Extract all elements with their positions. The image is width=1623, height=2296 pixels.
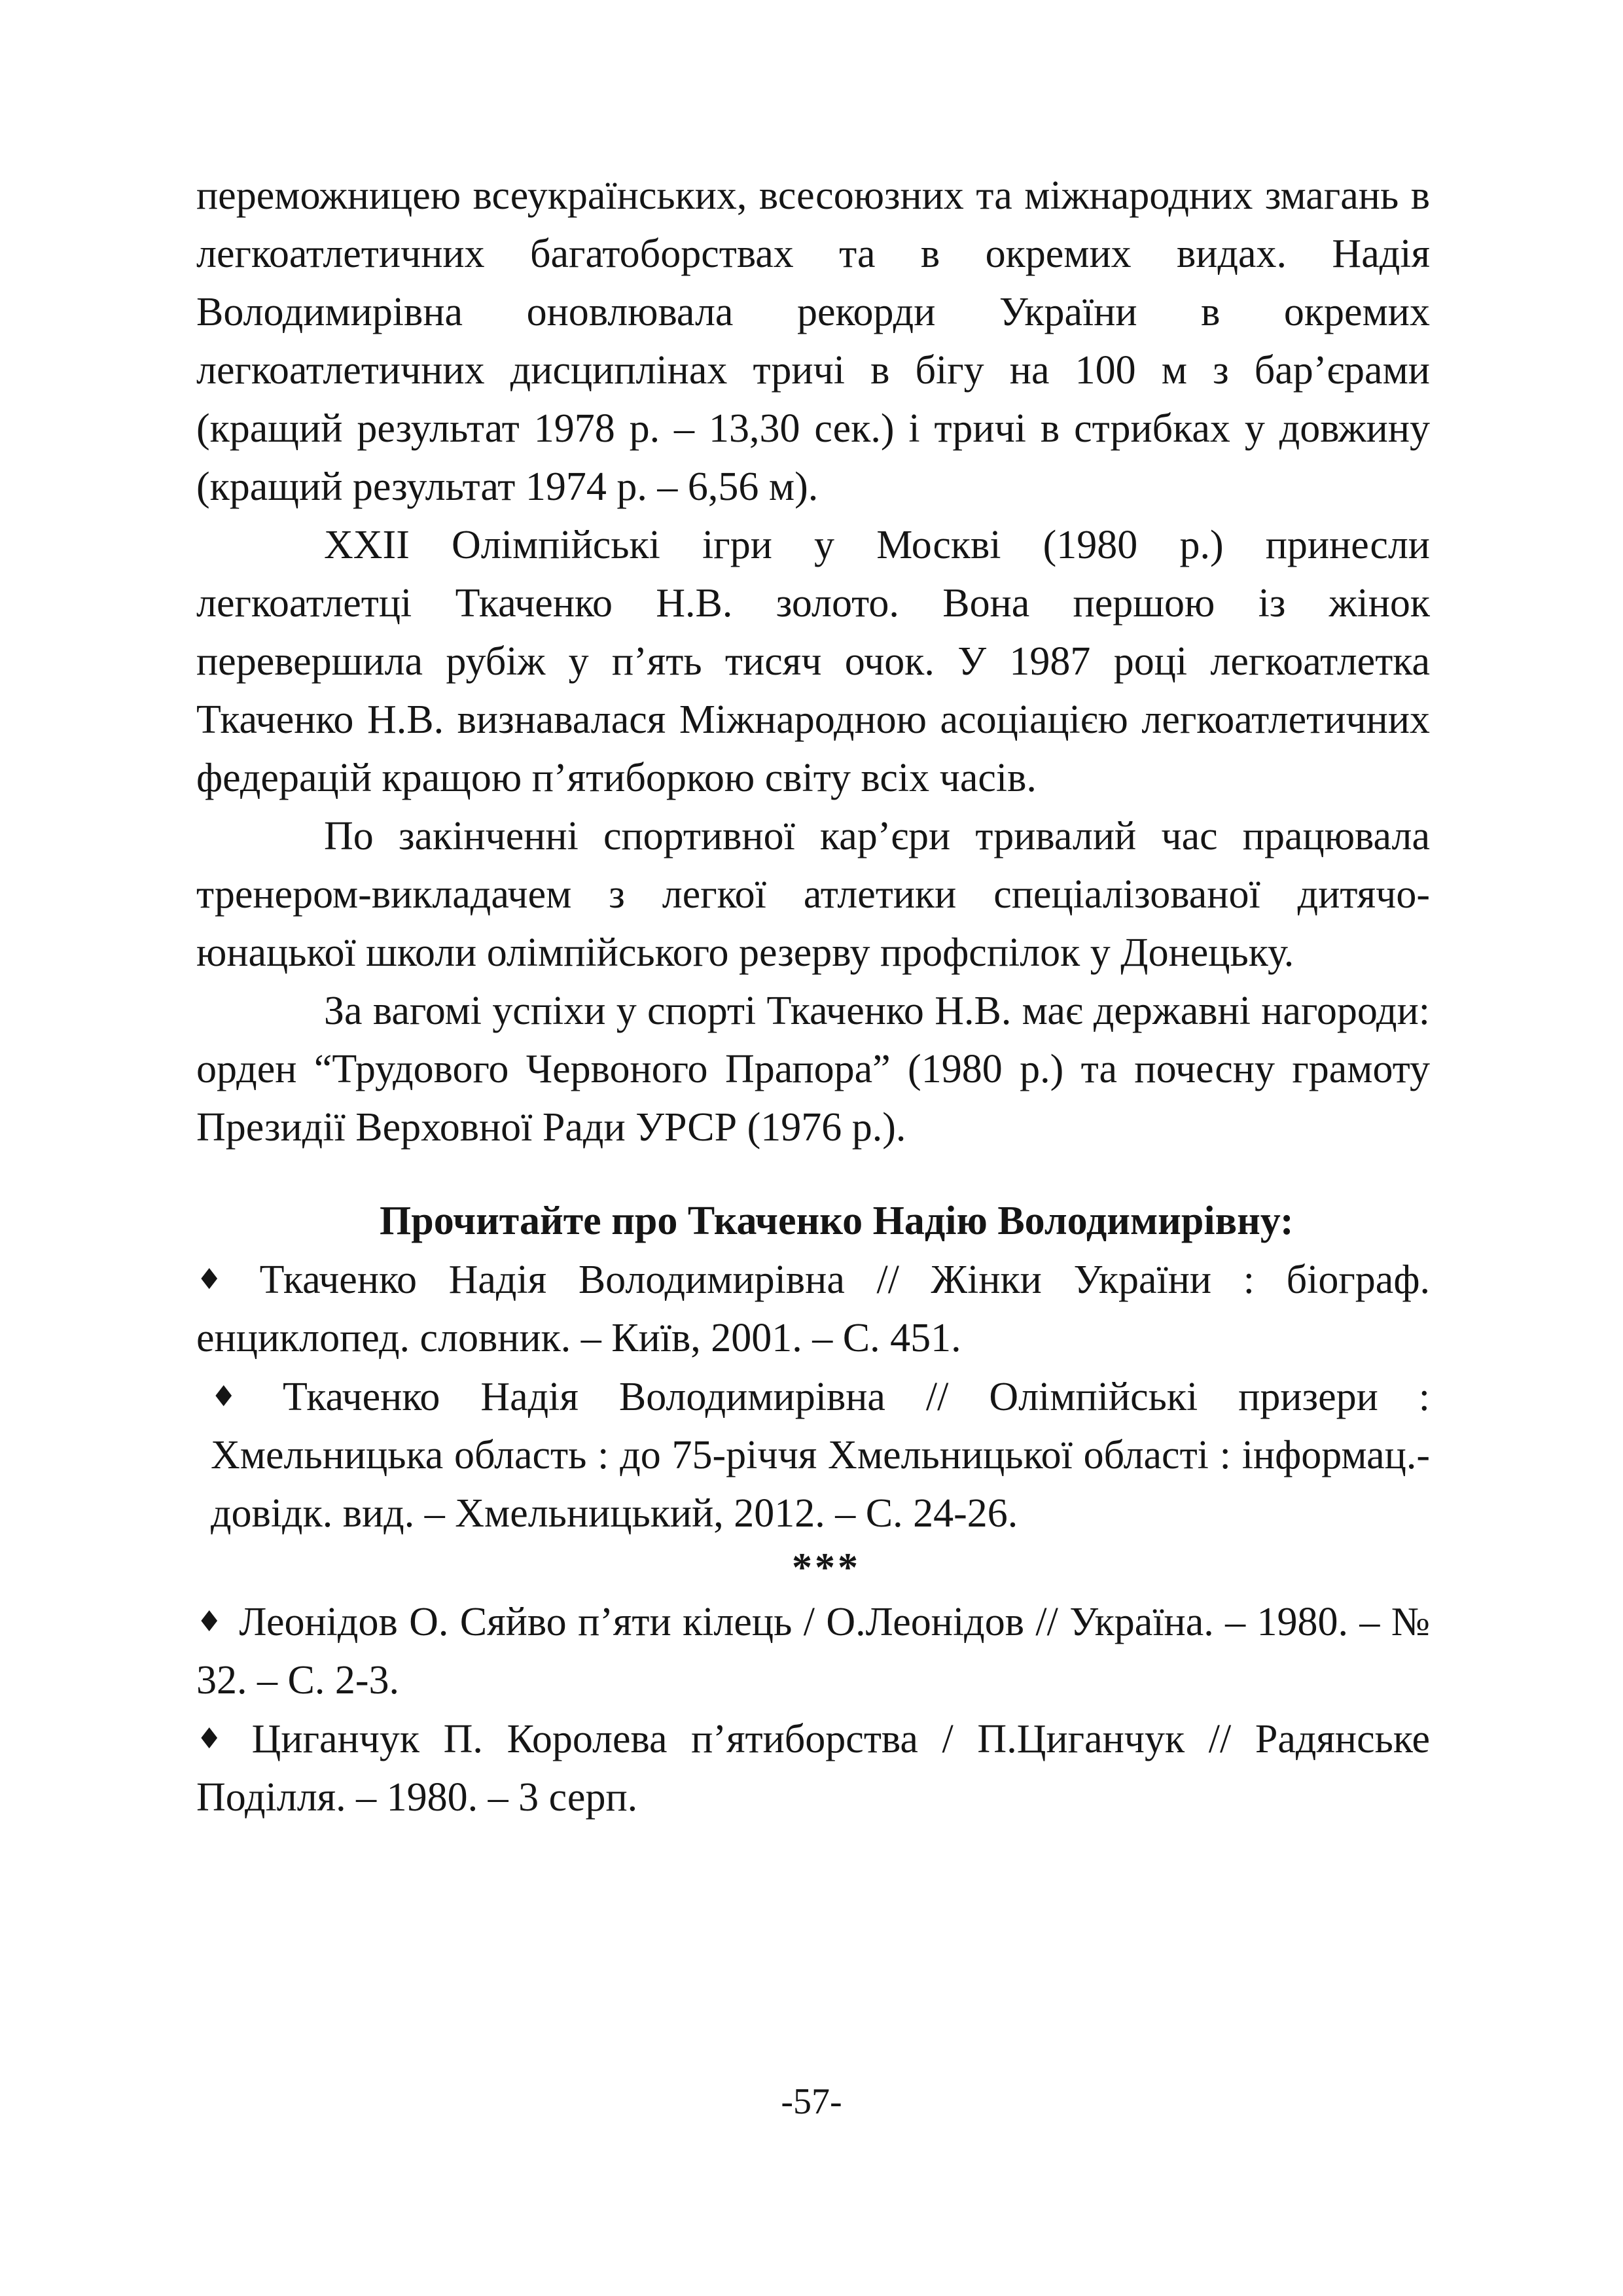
diamond-bullet-icon: ♦ [196,1605,224,1638]
section-separator: *** [792,1545,861,1590]
page-number: -57- [781,2081,842,2122]
article-item [196,1710,1430,1827]
article-text: Циганчук П. Королева п’ятиборства / П.Циганчук // Радянське Поділля. – 1980. – 3 серп. [196,1717,1430,1820]
reading-heading: Прочитайте про Ткаченко Надію Володимирівну: [380,1199,1294,1243]
paragraph-olympics: XXII Олімпійські ігри у Москві (1980 р.) принесли легкоатлетці Ткаченко Н.В. золото. Вона першою із жінок перевершила рубіж у п’ять тисяч очок. У 1987 році легкоатлетка Ткаченко Н.В. визнавалася Міжнародною асоціацією легкоатлетичних федерацій кращою п’ятиборкою світу всіх часів. [196,523,1430,800]
paragraph-awards: За вагомі успіхи у спорті Ткаченко Н.В. має державні нагороди: орден “Трудового Червоного Прапора” (1980 р.) та почесну грамоту Президії Верховної Ради УРСР (1976 р.). [196,989,1430,1150]
diamond-bullet-icon: ♦ [196,1722,236,1756]
diamond-bullet-icon: ♦ [196,1263,244,1296]
reference-text: Ткаченко Надія Володимирівна // Жінки України : біограф. енциклопед. словник. – Київ, 2001. – С. 451. [196,1258,1430,1360]
reference-item [196,1368,1430,1543]
reference-text: Ткаченко Надія Володимирівна // Олімпійські призери : Хмельницька область : до 75-річчя Хмельницької області : інформац.-довідк. вид. – Хмельницький, 2012. – С. 24-26. [211,1375,1430,1536]
diamond-bullet-icon: ♦ [211,1380,267,1413]
article-text: Леонідов О. Сяйво п’яти кілець / О.Леонідов // Україна. – 1980. – № 32. – С. 2-3. [196,1600,1430,1703]
article-item [196,1593,1430,1710]
reference-item [196,1250,1430,1368]
paragraph-career: По закінченні спортивної кар’єри тривалий час працювала тренером-викладачем з легкої атлетики спеціалізованої дитячо-юнацької школи олімпійського резерву профспілок у Донецьку. [196,814,1430,975]
page-body [196,167,1430,1827]
paragraph-records: переможницею всеукраїнських, всесоюзних та міжнародних змагань в легкоатлетичних багатоборствах та в окремих видах. Надія Володимирівна оновлювала рекорди України в окремих легкоатлетичних дисциплінах тричі в бігу на 100 м з бар’єрами (кращий результат 1978 р. – 13,30 сек.) і тричі в стрибках у довжину (кращий результат 1974 р. – 6,56 м). [196,173,1430,509]
